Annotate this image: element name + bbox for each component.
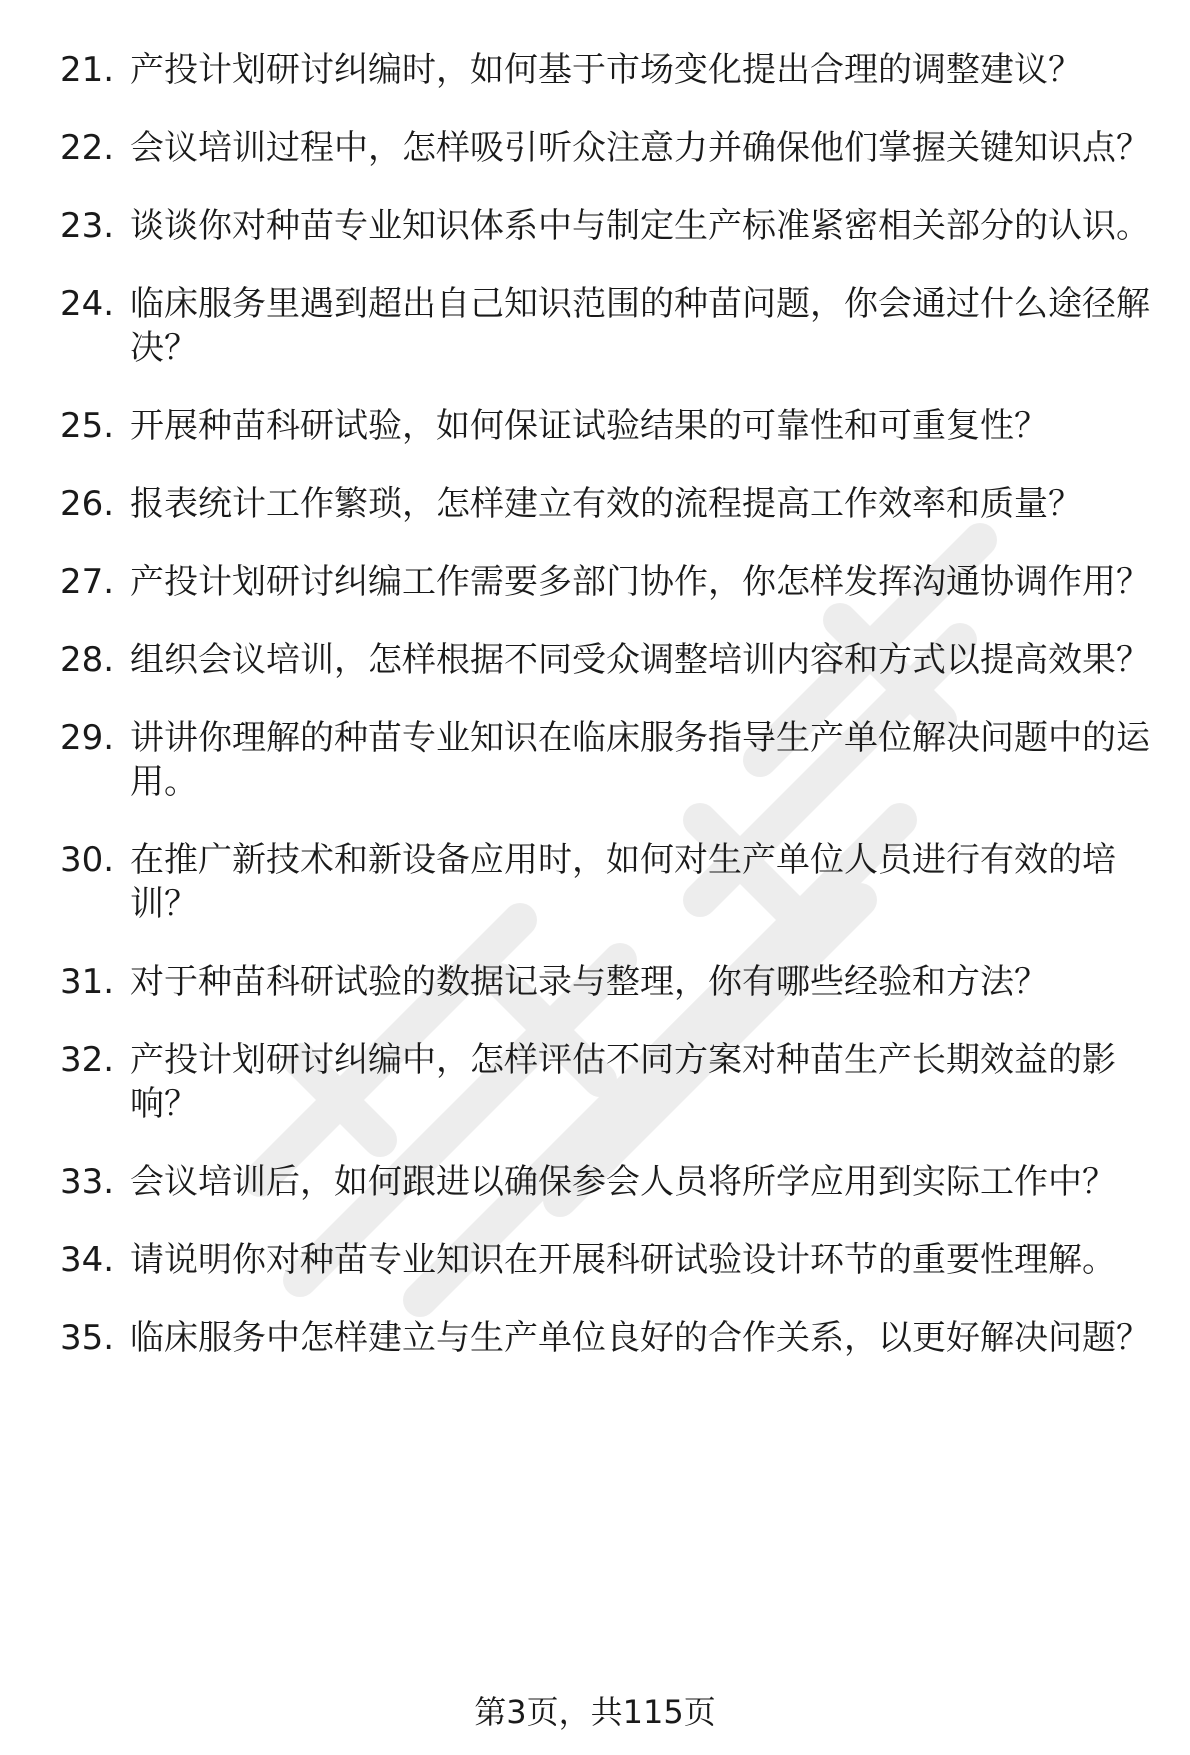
page-number-footer: 第3页，共115页	[474, 1693, 716, 1731]
question-item-22	[60, 126, 1150, 170]
question-number: 21.	[60, 50, 115, 90]
question-item-23	[60, 204, 1150, 248]
question-item-24	[60, 282, 1150, 370]
question-text: 对于种苗科研试验的数据记录与整理，你有哪些经验和方法？	[130, 962, 1048, 1002]
question-text: 产投计划研讨纠编工作需要多部门协作，你怎样发挥沟通协调作用？	[130, 562, 1150, 602]
question-number: 33.	[60, 1162, 115, 1202]
question-text: 开展种苗科研试验，如何保证试验结果的可靠性和可重复性？	[130, 406, 1048, 446]
question-item-30	[60, 838, 1150, 926]
question-number: 30.	[60, 840, 115, 880]
question-number: 26.	[60, 484, 115, 524]
question-text: 临床服务里遇到超出自己知识范围的种苗问题，你会通过什么途径解决？	[130, 284, 1150, 368]
question-item-32	[60, 1038, 1150, 1126]
question-number: 24.	[60, 284, 115, 324]
question-number: 32.	[60, 1040, 115, 1080]
question-number: 23.	[60, 206, 115, 246]
question-number: 35.	[60, 1318, 115, 1358]
question-text: 临床服务中怎样建立与生产单位良好的合作关系，以更好解决问题？	[130, 1318, 1150, 1358]
question-text: 在推广新技术和新设备应用时，如何对生产单位人员进行有效的培训？	[130, 840, 1116, 924]
question-list	[60, 48, 1150, 1394]
question-text: 组织会议培训，怎样根据不同受众调整培训内容和方式以提高效果？	[130, 640, 1150, 680]
question-text: 报表统计工作繁琐，怎样建立有效的流程提高工作效率和质量？	[130, 484, 1082, 524]
question-number: 25.	[60, 406, 115, 446]
question-item-27	[60, 560, 1150, 604]
question-item-25	[60, 404, 1150, 448]
question-number: 31.	[60, 962, 115, 1002]
question-text: 请说明你对种苗专业知识在开展科研试验设计环节的重要性理解。	[130, 1240, 1116, 1280]
question-text: 会议培训过程中，怎样吸引听众注意力并确保他们掌握关键知识点？	[130, 128, 1150, 168]
question-number: 34.	[60, 1240, 115, 1280]
question-item-31	[60, 960, 1150, 1004]
question-text: 产投计划研讨纠编时，如何基于市场变化提出合理的调整建议？	[130, 50, 1082, 90]
question-item-33	[60, 1160, 1150, 1204]
question-text: 产投计划研讨纠编中，怎样评估不同方案对种苗生产长期效益的影响？	[130, 1040, 1116, 1124]
question-item-35	[60, 1316, 1150, 1360]
question-text: 讲讲你理解的种苗专业知识在临床服务指导生产单位解决问题中的运用。	[130, 718, 1150, 802]
question-number: 29.	[60, 718, 115, 758]
question-text: 会议培训后，如何跟进以确保参会人员将所学应用到实际工作中？	[130, 1162, 1116, 1202]
question-text: 谈谈你对种苗专业知识体系中与制定生产标准紧密相关部分的认识。	[130, 206, 1150, 246]
question-number: 22.	[60, 128, 115, 168]
question-item-34	[60, 1238, 1150, 1282]
question-item-29	[60, 716, 1150, 804]
question-item-28	[60, 638, 1150, 682]
question-item-21	[60, 48, 1150, 92]
question-number: 28.	[60, 640, 115, 680]
question-item-26	[60, 482, 1150, 526]
question-number: 27.	[60, 562, 115, 602]
